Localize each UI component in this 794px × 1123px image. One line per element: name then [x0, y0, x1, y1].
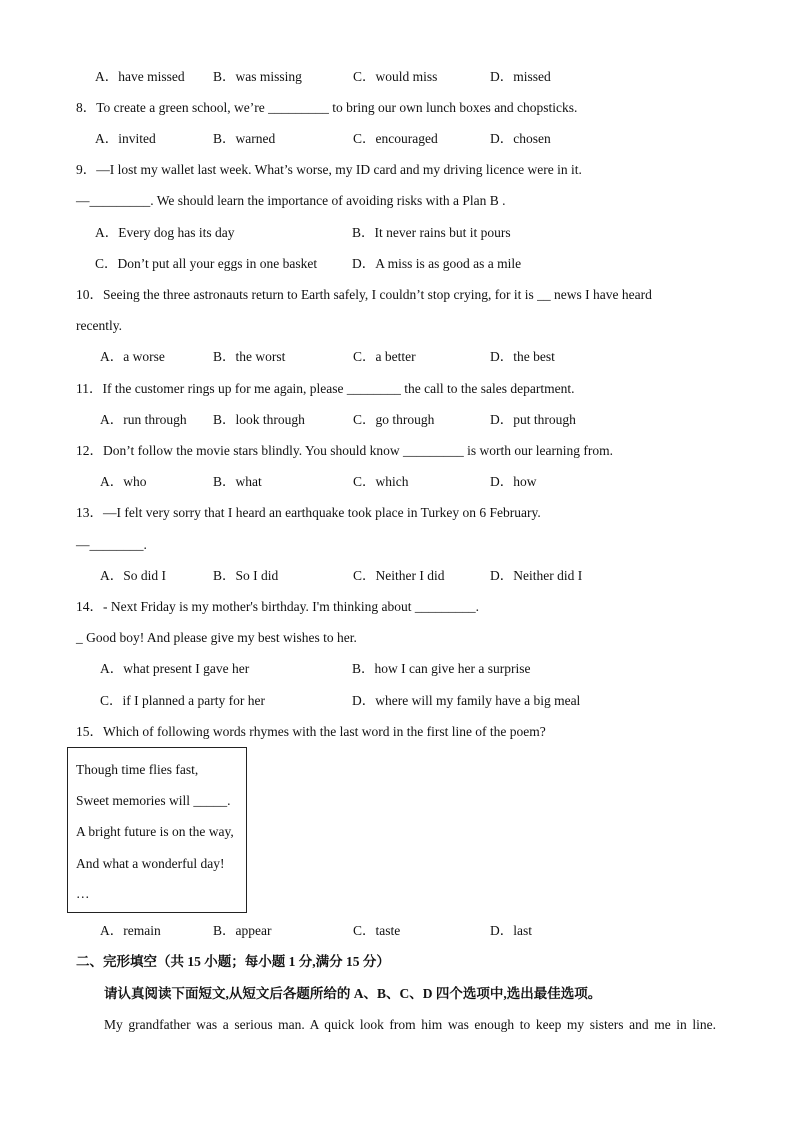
q12-option-d: D．how — [490, 474, 537, 489]
q13-option-d: D．Neither did I — [490, 568, 583, 583]
q14-option-b: B．how I can give her a surprise — [352, 661, 531, 676]
q9-option-b: B．It never rains but it pours — [352, 225, 511, 240]
q8-option-d: D．chosen — [490, 131, 551, 146]
q13-stem: 13．—I felt very sorry that I heard an earthquake took place in Turkey on 6 February. — [76, 505, 541, 520]
q12-option-a: A．who — [100, 474, 147, 489]
poem-line-5: … — [76, 886, 90, 901]
poem-line-1: Though time flies fast, — [76, 762, 199, 777]
poem-line-3: A bright future is on the way, — [76, 824, 234, 839]
q13-stem-reply: —________. — [76, 537, 147, 552]
q15-option-c: C．taste — [353, 923, 401, 938]
q13-option-b: B．So I did — [213, 568, 279, 583]
q10-option-b: B．the worst — [213, 349, 286, 364]
q10-option-c: C．a better — [353, 349, 416, 364]
q13-option-c: C．Neither I did — [353, 568, 445, 583]
q14-option-d: D．where will my family have a big meal — [352, 693, 581, 708]
q11-option-d: D．put through — [490, 412, 576, 427]
q9-option-c: C．Don’t put all your eggs in one basket — [95, 256, 318, 271]
q8-option-c: C．encouraged — [353, 131, 438, 146]
q11-stem: 11．If the customer rings up for me again, please ________ the call to the sales department. — [76, 381, 575, 396]
section-instruction: 请认真阅读下面短文,从短文后各题所给的 A、B、C、D 四个选项中,选出最佳选项。 — [104, 986, 602, 1001]
q11-option-a: A．run through — [100, 412, 187, 427]
q10-stem: 10．Seeing the three astronauts return to Earth safely, I couldn’t stop crying, for it is __ news I have heard — [76, 287, 652, 302]
q13-option-a: A．So did I — [100, 568, 167, 583]
poem-box — [67, 747, 247, 913]
q12-option-b: B．what — [213, 474, 262, 489]
q14-stem: 14．- Next Friday is my mother's birthday. I'm thinking about _________. — [76, 599, 479, 614]
q14-option-a: A．what present I gave her — [100, 661, 250, 676]
q12-stem: 12．Don’t follow the movie stars blindly. You should know _________ is worth our learning from. — [76, 443, 613, 458]
q10-option-a: A．a worse — [100, 349, 165, 364]
q8-option-b: B．warned — [213, 131, 276, 146]
q9-stem: 9．—I lost my wallet last week. What’s worse, my ID card and my driving licence were in it. — [76, 162, 582, 177]
q10-stem-cont: recently. — [76, 318, 122, 333]
q15-stem: 15．Which of following words rhymes with the last word in the first line of the poem? — [76, 724, 546, 739]
q12-option-c: C．which — [353, 474, 409, 489]
q15-option-a: A．remain — [100, 923, 161, 938]
q15-option-b: B．appear — [213, 923, 272, 938]
q11-option-c: C．go through — [353, 412, 435, 427]
q15-option-d: D．last — [490, 923, 532, 938]
section-heading: 二、完形填空（共 15 小题；每小题 1 分,满分 15 分） — [76, 954, 390, 969]
q11-option-b: B．look through — [213, 412, 305, 427]
poem-line-2: Sweet memories will _____. — [76, 793, 231, 808]
q8-stem: 8．To create a green school, we’re _________ to bring our own lunch boxes and chopsticks. — [76, 100, 578, 115]
q9-stem-reply: —_________. We should learn the importance of avoiding risks with a Plan B . — [76, 193, 506, 208]
poem-line-4: And what a wonderful day! — [76, 856, 225, 871]
q7-option-d: D．missed — [490, 69, 551, 84]
q7-option-b: B．was missing — [213, 69, 302, 84]
q7-option-a: A．have missed — [95, 69, 185, 84]
q14-option-c: C．if I planned a party for her — [100, 693, 265, 708]
passage-first-line: My grandfather was a serious man. A quick look from him was enough to keep my sisters and me in line. — [104, 1017, 716, 1032]
q9-option-d: D．A miss is as good as a mile — [352, 256, 522, 271]
q7-option-c: C．would miss — [353, 69, 438, 84]
q10-option-d: D．the best — [490, 349, 555, 364]
q9-option-a: A．Every dog has its day — [95, 225, 235, 240]
q14-stem-reply: _ Good boy! And please give my best wishes to her. — [76, 630, 357, 645]
q8-option-a: A．invited — [95, 131, 156, 146]
